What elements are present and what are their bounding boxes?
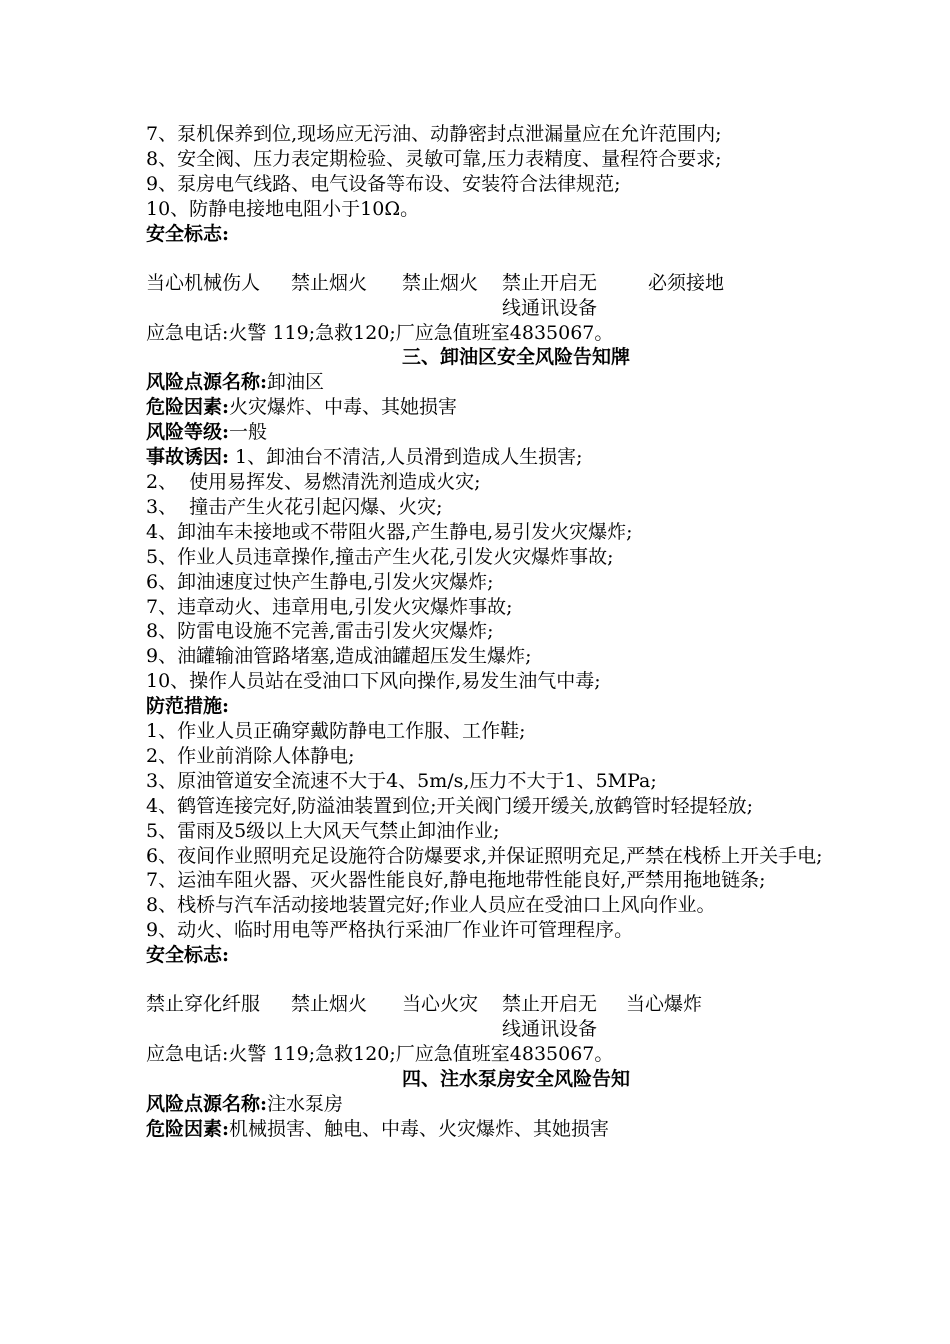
field-value: 注水泵房 <box>267 1092 344 1115</box>
field-value: 一般 <box>229 421 268 444</box>
list-item: 9、泵房电气线路、电气设备等布设、安装符合法律规范; <box>146 172 621 195</box>
list-item: 6、卸油速度过快产生静电,引发火灾爆炸; <box>146 570 494 593</box>
sign-caption: 禁止烟火 <box>291 271 368 294</box>
list-item: 8、安全阀、压力表定期检验、灵敏可靠,压力表精度、量程符合要求; <box>146 147 722 170</box>
safety-signs-row <box>146 271 846 321</box>
measures-label: 防范措施: <box>146 695 230 718</box>
hazard-factors <box>146 395 846 420</box>
list-item: 7、运油车阻火器、灭火器性能良好,静电拖地带性能良好,严禁用拖地链条; <box>146 869 766 892</box>
list-item: 3、原油管道安全流速不大于4、5m/s,压力不大于1、5MPa; <box>146 769 657 792</box>
risk-source <box>146 1092 846 1117</box>
section-title: 四、注水泵房安全风险告知 <box>401 1068 630 1090</box>
list-item: 4、卸油车未接地或不带阻火器,产生静电,易引发火灾爆炸; <box>146 520 633 543</box>
field-label: 风险点源名称: <box>146 371 268 394</box>
list-item: 10、防静电接地电阻小于10Ω。 <box>146 197 420 220</box>
sign-caption: 必须接地 <box>648 271 725 294</box>
sign-caption: 禁止开启无 <box>502 993 598 1016</box>
field-value: 火灾爆炸、中毒、其她损害 <box>229 396 458 419</box>
field-label: 风险等级: <box>146 421 230 444</box>
sign-caption: 禁止穿化纤服 <box>146 993 261 1016</box>
field-label: 危险因素: <box>146 396 230 419</box>
sign-caption: 当心火灾 <box>402 993 479 1016</box>
list-item: 2、 使用易挥发、易燃清洗剂造成火灾; <box>146 470 481 493</box>
sign-caption: 禁止烟火 <box>402 271 479 294</box>
list-item: 7、泵机保养到位,现场应无污油、动静密封点泄漏量应在允许范围内; <box>146 123 722 145</box>
hazard-factors <box>146 1117 846 1142</box>
field-label: 事故诱因: <box>146 446 230 469</box>
field-value: 1、卸油台不清洁,人员滑到造成人生损害; <box>229 446 583 469</box>
safety-signs-label: 安全标志: <box>146 944 230 967</box>
list-item: 5、雷雨及5级以上大风天气禁止卸油作业; <box>146 819 500 842</box>
sign-caption: 禁止烟火 <box>291 993 368 1016</box>
sign-image-area <box>146 968 846 992</box>
field-label: 危险因素: <box>146 1117 230 1140</box>
list-item: 8、栈桥与汽车活动接地装置完好;作业人员应在受油口上风向作业。 <box>146 894 716 917</box>
document-body <box>146 122 846 1142</box>
list-item: 2、作业前消除人体静电; <box>146 744 355 767</box>
list-item: 6、夜间作业照明充足设施符合防爆要求,并保证照明充足,严禁在栈桥上开关手电; <box>146 844 823 867</box>
list-item: 1、作业人员正确穿戴防静电工作服、工作鞋; <box>146 720 526 743</box>
list-item: 8、防雷电设施不完善,雷击引发火灾爆炸; <box>146 620 494 643</box>
section-title: 三、卸油区安全风险告知牌 <box>401 346 630 369</box>
risk-source <box>146 370 846 395</box>
sign-caption: 当心机械伤人 <box>146 271 261 294</box>
field-value: 卸油区 <box>267 371 325 394</box>
list-item: 4、鹤管连接完好,防溢油装置到位;开关阀门缓开缓关,放鹤管时轻提轻放; <box>146 794 753 817</box>
list-item: 3、 撞击产生火花引起闪爆、火灾; <box>146 495 443 518</box>
list-item: 9、油罐输油管路堵塞,造成油罐超压发生爆炸; <box>146 645 532 668</box>
list-item: 10、操作人员站在受油口下风向操作,易发生油气中毒; <box>146 670 601 693</box>
safety-signs-row <box>146 992 846 1042</box>
risk-level <box>146 420 846 445</box>
emergency-phone: 应急电话:火警 119;急救120;厂应急值班室4835067。 <box>146 321 614 344</box>
list-item: 9、动火、临时用电等严格执行采油厂作业许可管理程序。 <box>146 919 634 942</box>
emergency-phone: 应急电话:火警 119;急救120;厂应急值班室4835067。 <box>146 1043 614 1066</box>
accident-causes <box>146 445 846 470</box>
sign-caption: 线通讯设备 <box>502 1018 598 1041</box>
list-item: 7、违章动火、违章用电,引发火灾爆炸事故; <box>146 595 513 618</box>
sign-image-area <box>146 247 846 271</box>
sign-caption: 当心爆炸 <box>626 993 703 1016</box>
field-value: 机械损害、触电、中毒、火灾爆炸、其她损害 <box>229 1117 610 1140</box>
safety-signs-label: 安全标志: <box>146 222 230 245</box>
sign-caption: 线通讯设备 <box>502 296 598 319</box>
field-label: 风险点源名称: <box>146 1092 268 1115</box>
list-item: 5、作业人员违章操作,撞击产生火花,引发火灾爆炸事故; <box>146 545 614 568</box>
sign-caption: 禁止开启无 <box>502 271 598 294</box>
